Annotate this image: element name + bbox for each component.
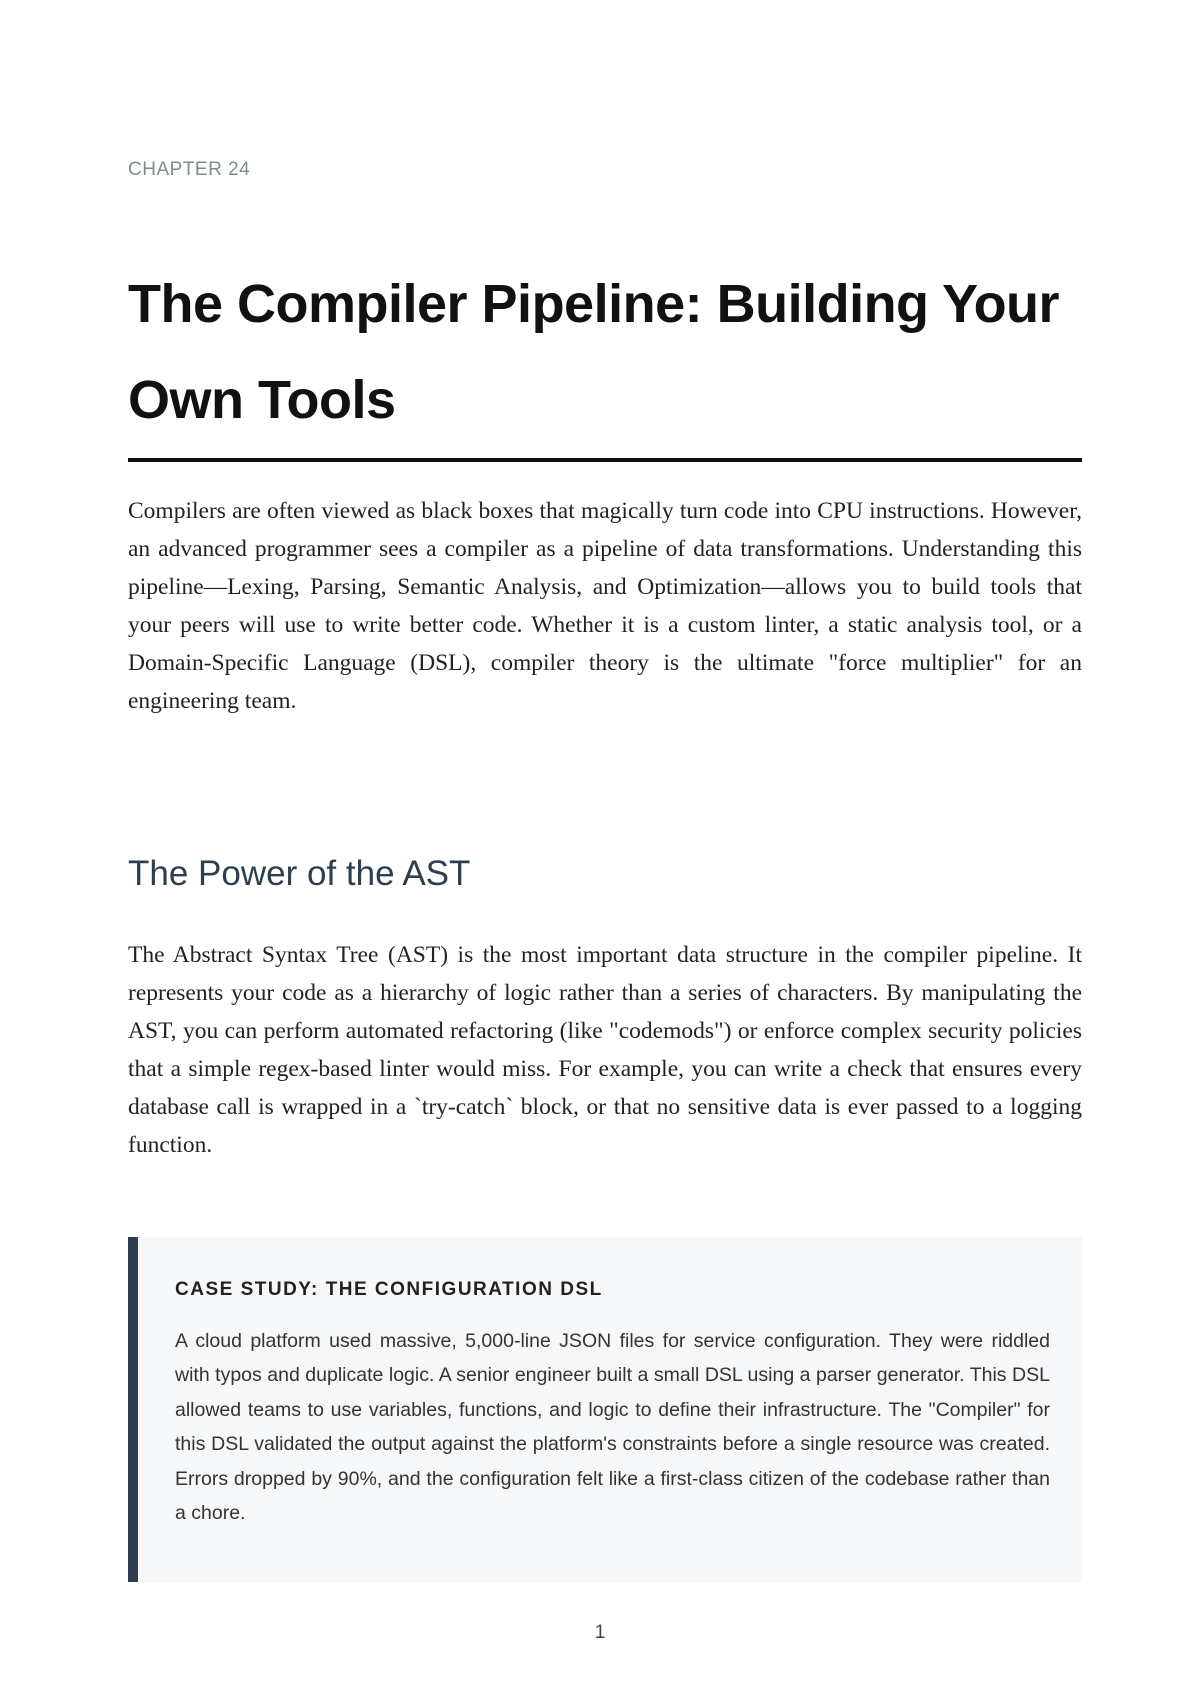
case-study-box [128, 1237, 1082, 1582]
chapter-title: The Compiler Pipeline: Building Your Own Tools [128, 274, 1060, 430]
page-number: 1 [594, 1622, 606, 1643]
case-study-title: CASE STUDY: THE CONFIGURATION DSL [175, 1279, 603, 1300]
chapter-label: CHAPTER 24 [128, 159, 251, 180]
case-study-text: A cloud platform used massive, 5,000-line JSON files for service configuration. They were riddled with typos and duplicate logic. A senior engineer built a small DSL using a parser generator. This DSL allowed teams to use variables, functions, and logic to define their infrastructure. The "Compiler" for this DSL validated the output against the platform's constraints before a single resource was created. Errors dropped by 90%, and the configuration felt like a first-class citizen of the codebase rather than a chore. [175, 1329, 1050, 1525]
section-heading: The Power of the AST [128, 854, 471, 893]
ast-paragraph: The Abstract Syntax Tree (AST) is the most important data structure in the compiler pipeline. It represents your code as a hierarchy of logic rather than a series of characters. By manipulating the AST, you can perform automated refactoring (like "codemods") or enforce complex security policies that a simple regex-based linter would miss. For example, you can write a check that ensures every database call is wrapped in a `try-catch` block, or that no sensitive data is ever passed to a logging function. [128, 942, 1082, 1158]
intro-paragraph: Compilers are often viewed as black boxes that magically turn code into CPU instructions. However, an advanced programmer sees a compiler as a pipeline of data transformations. Understanding this pipeline—Lexing, Parsing, Semantic Analysis, and Optimization—allows you to build tools that your peers will use to write better code. Whether it is a custom linter, a static analysis tool, or a Domain-Specific Language (DSL), compiler theory is the ultimate "force multiplier" for an engineering team. [128, 498, 1082, 714]
title-divider [128, 458, 1082, 462]
